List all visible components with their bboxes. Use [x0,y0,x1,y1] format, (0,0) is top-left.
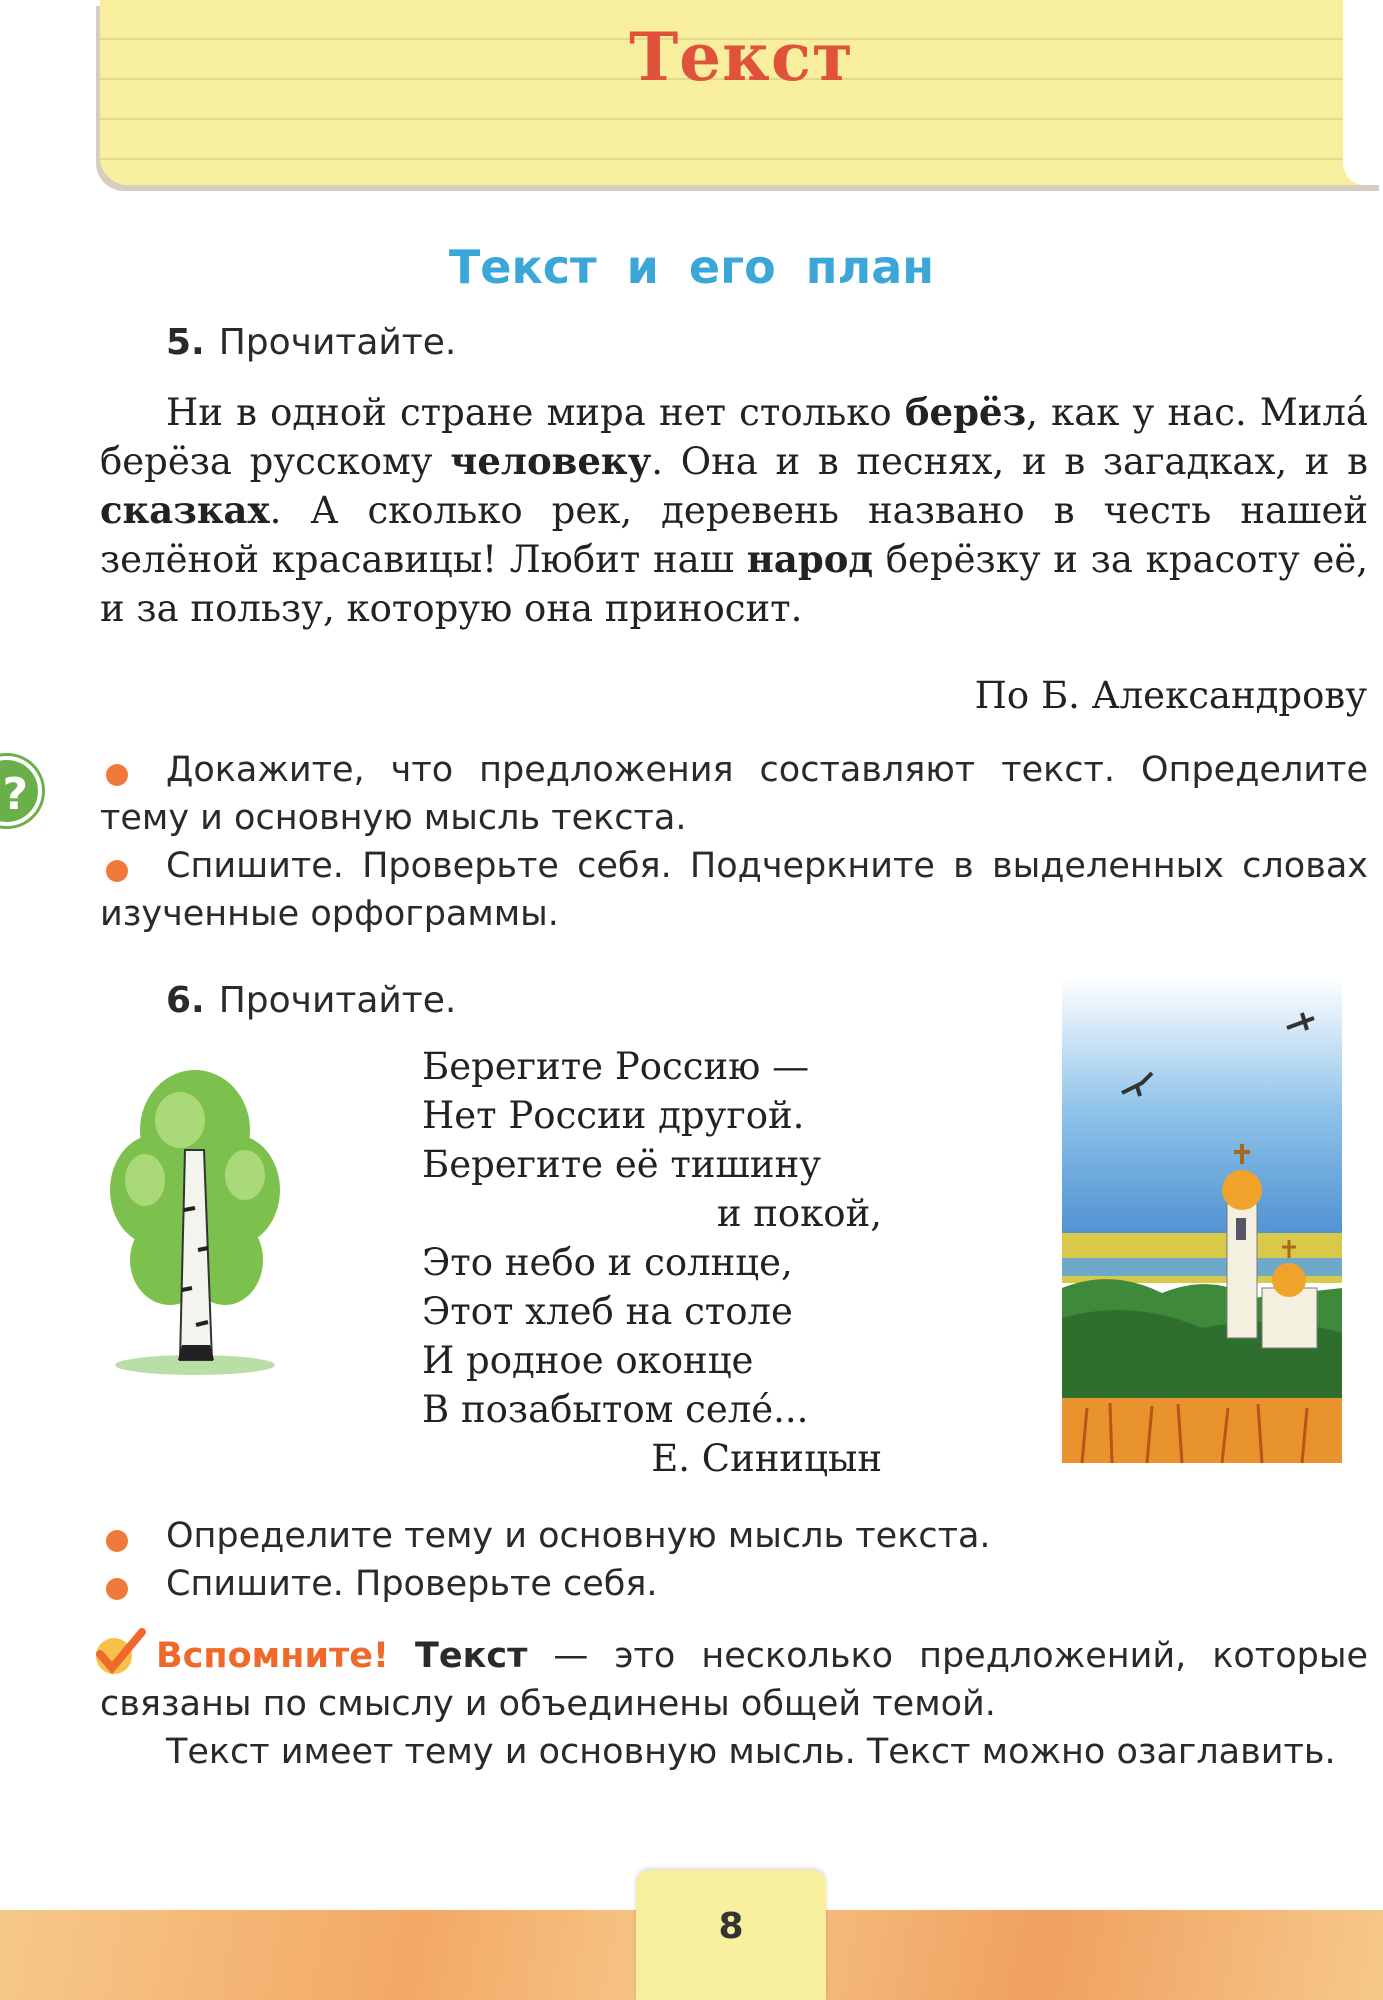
birch-tree-illustration [100,1060,290,1380]
remember-term: Текст [414,1636,528,1676]
exercise-5-task-2: Спишите. Проверьте себя. Подчеркните в выделенных словах изученные орфограммы. [100,846,1368,934]
header-title: Текст [629,18,854,96]
exercise-5-author: По Б. Александрову [974,674,1367,717]
section-title: Текст и его план [448,240,935,294]
poem-line: и покой, [716,1192,882,1235]
header-banner [100,0,1383,185]
exercise-6-heading [166,980,456,1021]
remember-label: Вспомните! [156,1636,389,1676]
poem-line: Нет России другой. [422,1094,805,1137]
poem-line: Это небо и солнце, [422,1241,793,1284]
remember-definition [100,1632,1368,1728]
highlighted-word: человеку [450,439,652,483]
page-number: 8 [718,1906,744,1947]
highlighted-word: берёз [904,390,1027,434]
exercise-6-poem [422,1042,882,1483]
highlighted-word: народ [746,537,874,581]
poem-line: И родное оконце [422,1339,754,1382]
poem-author: Е. Синицын [651,1437,882,1480]
exercise-6-number: 6. [166,980,205,1021]
exercise-5-number: 5. [166,322,205,363]
church-landscape-illustration [1052,968,1352,1473]
poem-line: Берегите её тишину [422,1143,822,1186]
exercise-5-task-1: Докажите, что предложения составляют текст. Определите тему и основную мысль текста. [100,750,1368,838]
exercise-5-instruction: Прочитайте. [218,322,457,363]
exercise-6-task-1: Определите тему и основную мысль текста. [166,1516,991,1556]
poem-line: Берегите Россию — [422,1045,810,1088]
highlighted-word: сказках [100,488,270,532]
exercise-6-instruction: Прочитайте. [218,980,457,1021]
exercise-6-task-2: Спишите. Проверьте себя. [166,1564,658,1604]
exercise-5-reading-text: Ни в одной стране мира нет столько берёз, как у нас. Мила́ берёза русскому человеку. Она и в песнях, и в загадках, и в сказках. А сколько рек, деревень названо в честь нашей зелёной красавицы! Любит наш народ берёзку и за красоту её, и за пользу, которую она приносит. [100,390,1368,630]
remember-paragraph-2: Текст имеет тему и основную мысль. Текст можно озаглавить. [166,1732,1336,1772]
question-icon: ? [0,756,42,826]
poem-line: В позабытом селе́... [422,1388,809,1431]
exercise-5-heading [166,322,456,363]
poem-line: Этот хлеб на столе [422,1290,793,1333]
remember-definition-text: — это несколько предложений, которые связаны по смыслу и объединены общей темой. [100,1636,1368,1724]
page-number-tab [636,1870,826,2000]
